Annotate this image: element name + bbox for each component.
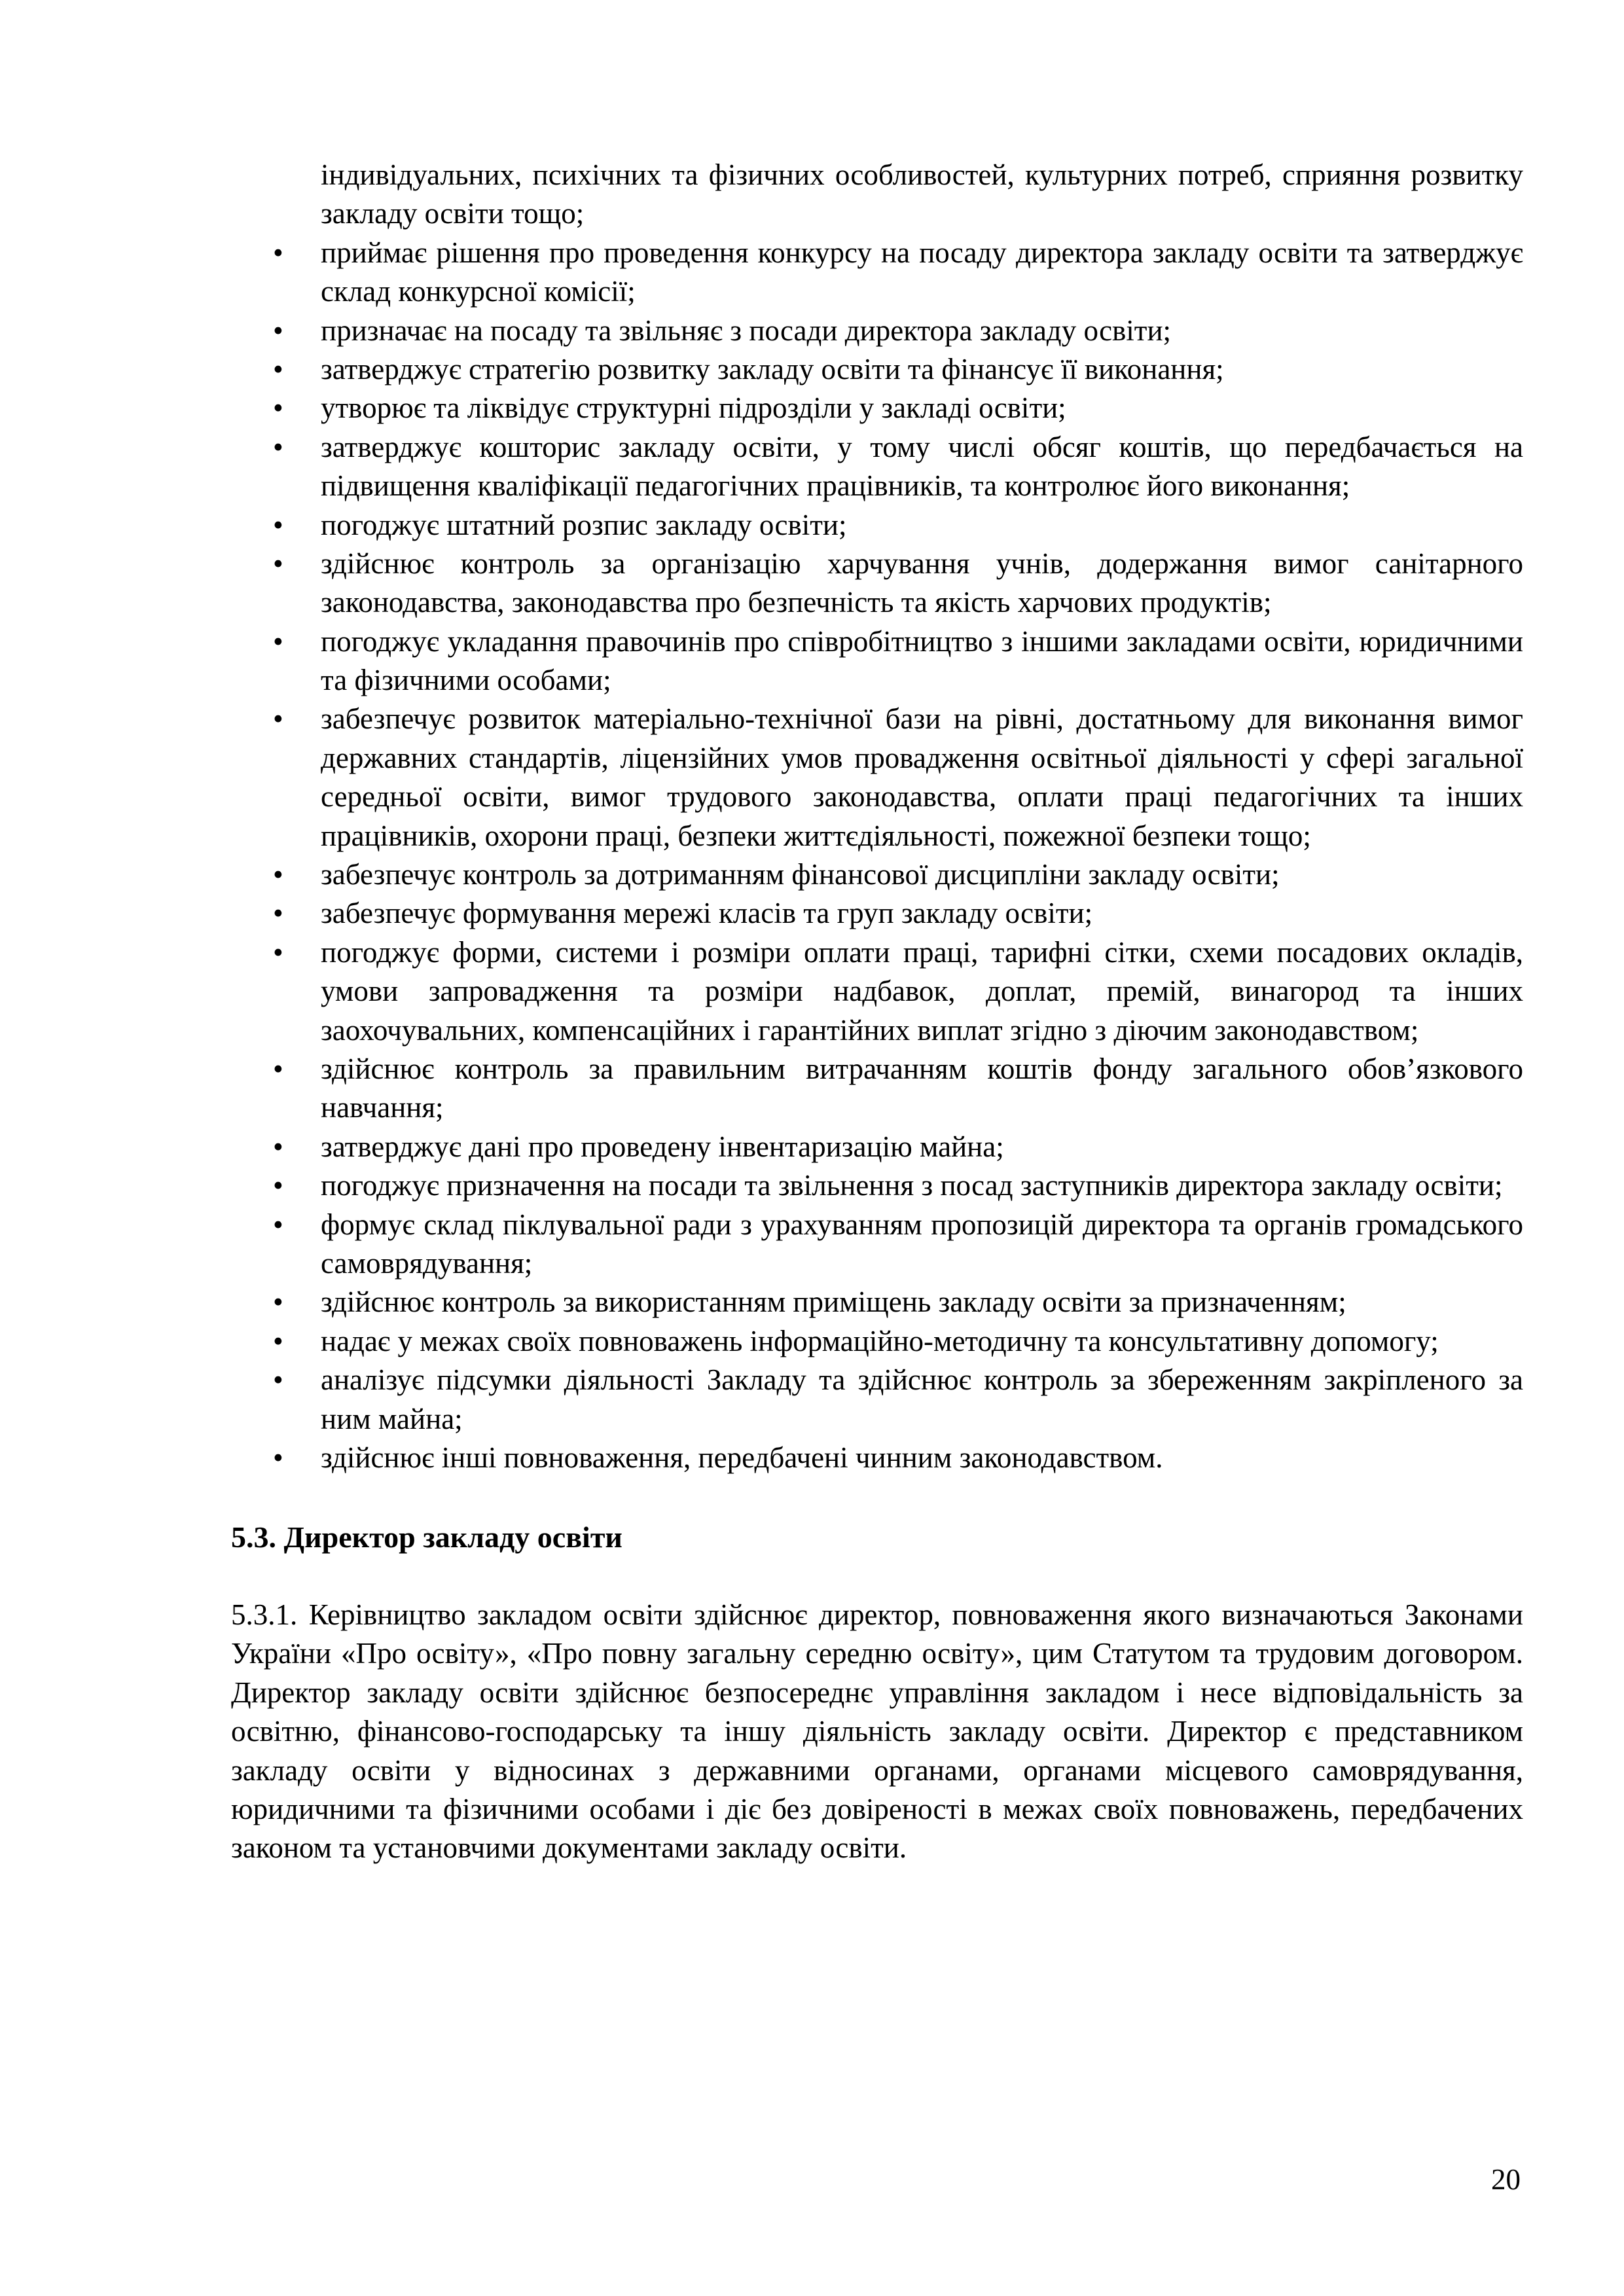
list-item (231, 350, 1523, 389)
bullet-icon: • (273, 624, 283, 658)
list-item (231, 506, 1523, 545)
list-item-text: здійснює контроль за правильним витрачанням коштів фонду загального обов’язкового навчання; (321, 1052, 1523, 1124)
bullet-icon: • (273, 1324, 283, 1357)
list-item-text: погоджує укладання правочинів про співробітництво з іншими закладами освіти, юридичними та фізичними особами; (321, 624, 1523, 697)
list-item-text: погоджує призначення на посади та звільнення з посад заступників директора закладу освіти; (321, 1169, 1503, 1202)
body-paragraph: 5.3.1. Керівництво закладом освіти здійснює директор, повноваження якого визначаються Законами України «Про освіту», «Про повну загальну середню освіту», цим Статутом та трудовим договором. Директор закладу освіти здійснює безпосереднє управління закладом і несе відповідальність за освітню, фінансово-господарську та іншу діяльність закладу освіти. Директор є представником закладу освіти у відносинах з державними органами, органами місцевого самоврядування, юридичними та фізичними особами і діє без довіреності в межах своїх повноважень, передбачених законом та установчими документами закладу освіти. (231, 1598, 1523, 1865)
bullet-icon: • (273, 1130, 283, 1163)
bullet-icon: • (273, 430, 283, 463)
section-heading: 5.3. Директор закладу освіти (231, 1520, 623, 1554)
page-number: 20 (1491, 2163, 1521, 2196)
list-item (231, 1439, 1523, 1477)
list-item-text: здійснює контроль за використанням приміщень закладу освіти за призначенням; (321, 1285, 1346, 1319)
bullet-icon: • (273, 935, 283, 969)
list-item (231, 1206, 1523, 1283)
bullet-icon: • (273, 1441, 283, 1474)
list-item (231, 545, 1523, 622)
list-item-text: формує склад піклувальної ради з урахуванням пропозицій директора та органів громадського самоврядування; (321, 1208, 1523, 1280)
list-item (231, 234, 1523, 312)
list-item-text: забезпечує контроль за дотриманням фінансової дисципліни закладу освіти; (321, 858, 1280, 891)
bullet-icon: • (273, 391, 283, 425)
bullet-icon: • (273, 1363, 283, 1397)
list-item (231, 1322, 1523, 1361)
bullet-icon: • (273, 1169, 283, 1202)
bullet-icon: • (273, 702, 283, 736)
bullet-icon: • (273, 897, 283, 930)
list-item (231, 894, 1523, 933)
list-item-text: здійснює контроль за організацію харчування учнів, додержання вимог санітарного законодавства, законодавства про безпечність та якість харчових продуктів; (321, 547, 1523, 619)
bullet-icon: • (273, 1285, 283, 1319)
bullet-icon: • (273, 314, 283, 347)
list-item (231, 855, 1523, 894)
list-item-text: утворює та ліквідує структурні підрозділи у закладі освіти; (321, 391, 1066, 425)
list-item (231, 700, 1523, 855)
list-item-text: аналізує підсумки діяльності Закладу та здійснює контроль за збереженням закріпленого за ним майна; (321, 1363, 1523, 1435)
bullet-icon: • (273, 508, 283, 541)
list-item (231, 1050, 1523, 1128)
list-item (231, 389, 1523, 427)
list-item-text: призначає на посаду та звільняє з посади директора закладу освіти; (321, 314, 1172, 347)
bullet-icon: • (273, 858, 283, 891)
list-item (231, 622, 1523, 700)
bullet-icon: • (273, 352, 283, 386)
list-item-text: погоджує штатний розпис закладу освіти; (321, 508, 847, 541)
list-item-text: здійснює інші повноваження, передбачені чинним законодавством. (321, 1441, 1163, 1474)
bullet-list (231, 234, 1523, 1478)
list-item-text: затверджує стратегію розвитку закладу освіти та фінансує її виконання; (321, 352, 1224, 386)
list-item-text: забезпечує розвиток матеріально-технічної бази на рівні, достатньому для виконання вимог державних стандартів, ліцензійних умов провадження освітньої діяльності у сфері загальної середньої освіти, вимог трудового законодавства, оплати праці педагогічних та інших працівників, охорони праці, безпеки життєдіяльності, пожежної безпеки тощо; (321, 702, 1523, 852)
list-item (231, 312, 1523, 350)
list-item (231, 1361, 1523, 1439)
list-item (231, 1283, 1523, 1321)
bullet-icon: • (273, 1208, 283, 1241)
list-item (231, 933, 1523, 1050)
bullet-icon: • (273, 1052, 283, 1085)
continuation-paragraph: індивідуальних, психічних та фізичних особливостей, культурних потреб, сприяння розвитку закладу освіти тощо; (321, 158, 1523, 230)
list-item-text: погоджує форми, системи і розміри оплати праці, тарифні сітки, схеми посадових окладів, умови запровадження та розміри надбавок, доплат, премій, винагород та інших заохочувальних, компенсаційних і гарантійних виплат згідно з діючим законодавством; (321, 935, 1523, 1047)
list-item-text: надає у межах своїх повноважень інформаційно-методичну та консультативну допомогу; (321, 1324, 1439, 1357)
list-item-text: затверджує кошторис закладу освіти, у тому числі обсяг коштів, що передбачається на підвищення кваліфікації педагогічних працівників, та контролює його виконання; (321, 430, 1523, 503)
bullet-icon: • (273, 236, 283, 269)
list-item (231, 1166, 1523, 1205)
list-item-text: затверджує дані про проведену інвентаризацію майна; (321, 1130, 1004, 1163)
list-item-text: приймає рішення про проведення конкурсу на посаду директора закладу освіти та затверджує склад конкурсної комісії; (321, 236, 1523, 308)
list-item (231, 428, 1523, 506)
list-item-text: забезпечує формування мережі класів та груп закладу освіти; (321, 897, 1093, 930)
bullet-icon: • (273, 547, 283, 580)
list-item (231, 1128, 1523, 1166)
